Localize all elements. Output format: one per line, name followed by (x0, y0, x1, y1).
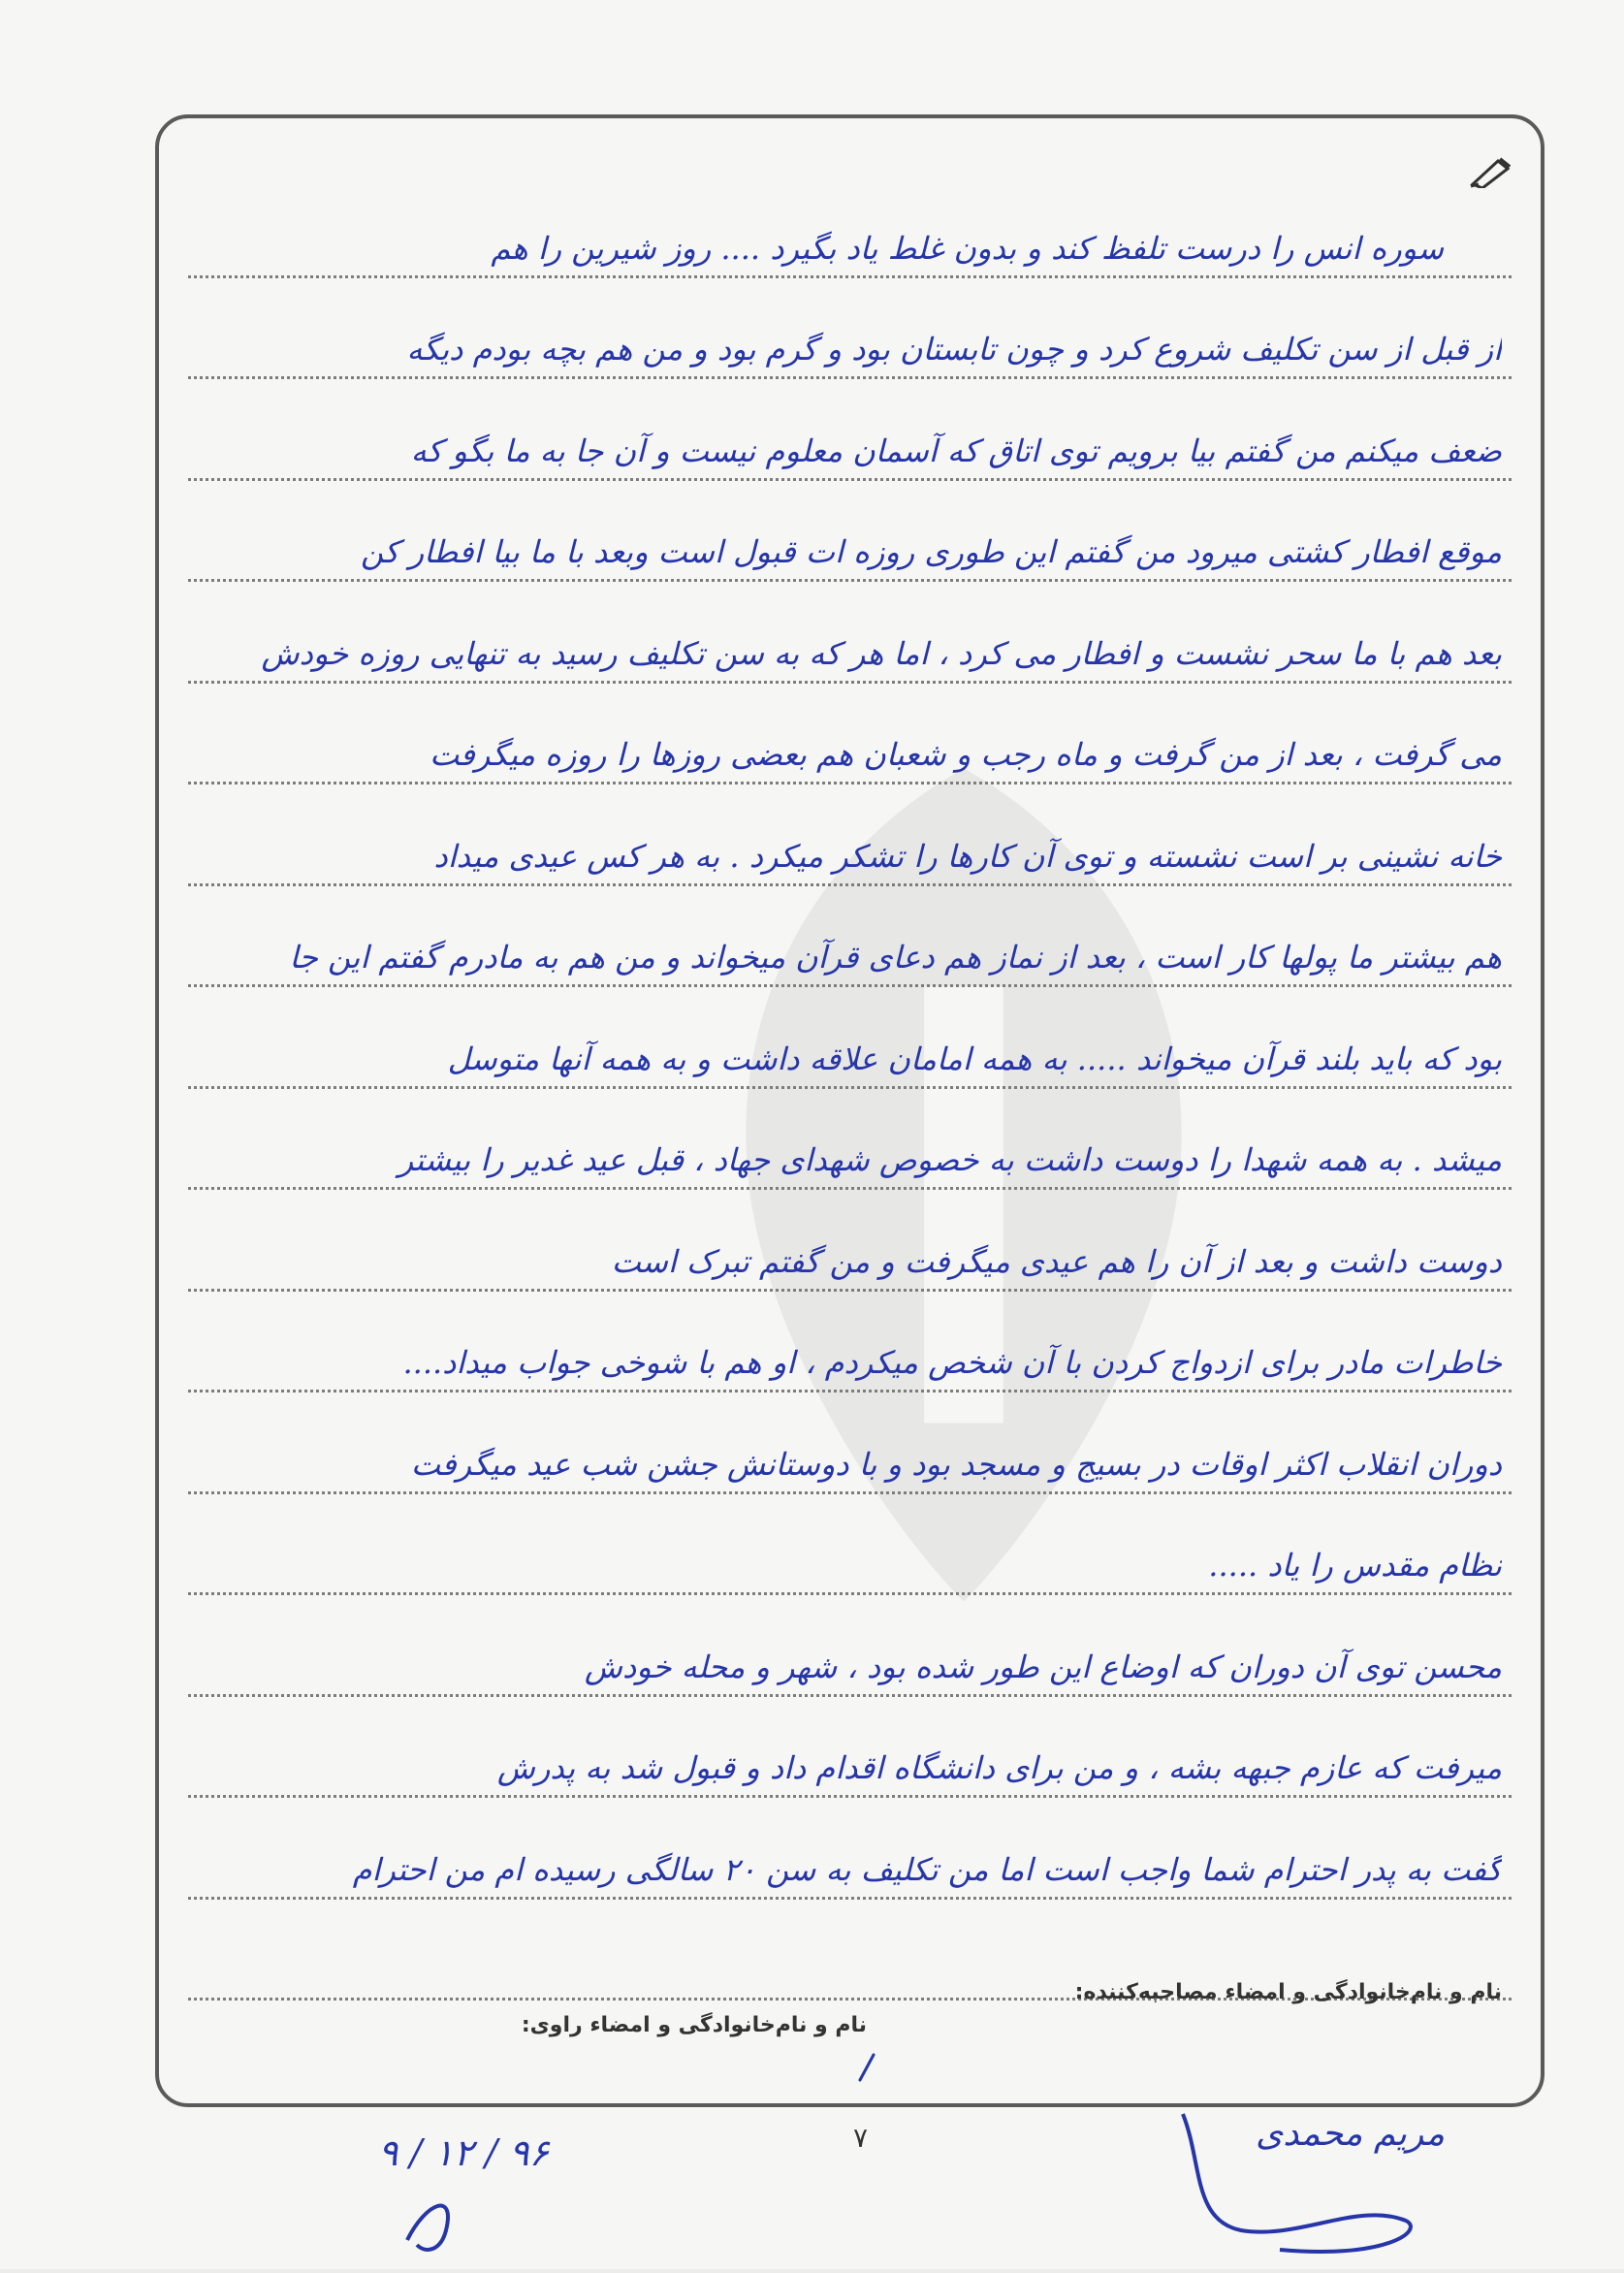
handwritten-text: نظام مقدس را یاد ..... (1208, 1547, 1502, 1584)
text-line (188, 886, 1512, 988)
text-line (188, 1595, 1512, 1697)
handwritten-text: بعد هم با ما سحر نشست و افطار می کرد ، اما هر که به سن تکلیف رسید به تنهایی روزه خودش (261, 634, 1502, 672)
narrator-date-text: ۹ / ۱۲ / ۹۶ (378, 2131, 549, 2174)
text-line (188, 1089, 1512, 1191)
narrator-label: نام و نام‌خانوادگی و امضاء راوی: (521, 2013, 867, 2037)
ink-stroke-icon (852, 2053, 881, 2082)
interviewer-signature (1163, 2104, 1454, 2269)
handwritten-text: می گرفت ، بعد از من گرفت و ماه رجب و شعبان هم بعضی روزها را روزه میگرفت (430, 736, 1502, 773)
interviewer-signature-text: مریم محمدی (1256, 2114, 1445, 2154)
text-line (188, 379, 1512, 481)
text-line (188, 987, 1512, 1089)
handwritten-text: خانه نشینی بر است نشسته و توی آن کارها را تشکر میکرد . به هر کس عیدی میداد (433, 837, 1502, 875)
handwritten-text: دوست داشت و بعد از آن را هم عیدی میگرفت و من گفتم تبرک است (611, 1242, 1502, 1280)
handwritten-lines (188, 176, 1512, 2001)
handwritten-text: دوران انقلاب اکثر اوقات در بسیج و مسجد بود و با دوستانش جشن شب عید میگرفت (410, 1445, 1502, 1483)
handwritten-text: گفت به پدر احترام شما واجب است اما من تکلیف به سن ۲۰ سالگی رسیده ام من احترام (352, 1850, 1502, 1888)
text-line (188, 684, 1512, 785)
handwritten-text: موقع افطار کشتی میرود من گفتم این طوری روزه ات قبول است وبعد با ما بیا افطار کن (360, 533, 1502, 570)
text-line (188, 1393, 1512, 1494)
text-line (188, 481, 1512, 583)
text-line (188, 1697, 1512, 1799)
interviewer-label: نام و نام‌خانوادگی و امضاء مصاحبه‌کننده: (1074, 1980, 1502, 2004)
text-line (188, 1798, 1512, 1900)
signature-labels (198, 1980, 1502, 2038)
writing-frame (155, 114, 1544, 2107)
handwritten-text: بود که باید بلند قرآن میخواند ..... به همه امامان علاقه داشت و به همه آنها متوسل (447, 1040, 1502, 1077)
handwritten-text: میرفت که عازم جبهه بشه ، و من برای دانشگاه اقدام داد و قبول شد به پدرش (496, 1749, 1502, 1786)
handwritten-text: ضعف میکنم من گفتم بیا برویم توی اتاق که آسمان معلوم نیست و آن جا به ما بگو که (410, 432, 1502, 469)
text-line (188, 176, 1512, 278)
handwritten-text: میشد . به همه شهدا را دوست داشت به خصوص شهدای جهاد ، قبل عید غدیر را بیشتر (398, 1141, 1502, 1178)
text-line (188, 278, 1512, 380)
handwritten-text: از قبل از سن تکلیف شروع کرد و چون تابستان بود و گرم بود و من هم بچه بودم دیگه (406, 331, 1502, 368)
text-line (188, 582, 1512, 684)
text-line (188, 1494, 1512, 1596)
handwritten-text: محسن توی آن دوران که اوضاع این طور شده بود ، شهر و محله خودش (584, 1648, 1502, 1685)
handwritten-text: خاطرات مادر برای ازدواج کردن با آن شخص میکردم ، او هم با شوخی جواب میداد.... (402, 1344, 1502, 1381)
page-number: ۷ (853, 2122, 869, 2154)
text-line (188, 1292, 1512, 1393)
text-line (188, 1190, 1512, 1292)
narrator-signature (368, 2124, 591, 2259)
text-line (188, 784, 1512, 886)
handwritten-text: هم بیشتر ما پولها کار است ، بعد از نماز هم دعای قرآن میخواند و من هم به مادرم گفتم این جا (289, 939, 1502, 976)
handwritten-text: سوره انس را درست تلفظ کند و بدون غلط یاد بگیرد .... روز شیرین را هم (491, 229, 1444, 267)
